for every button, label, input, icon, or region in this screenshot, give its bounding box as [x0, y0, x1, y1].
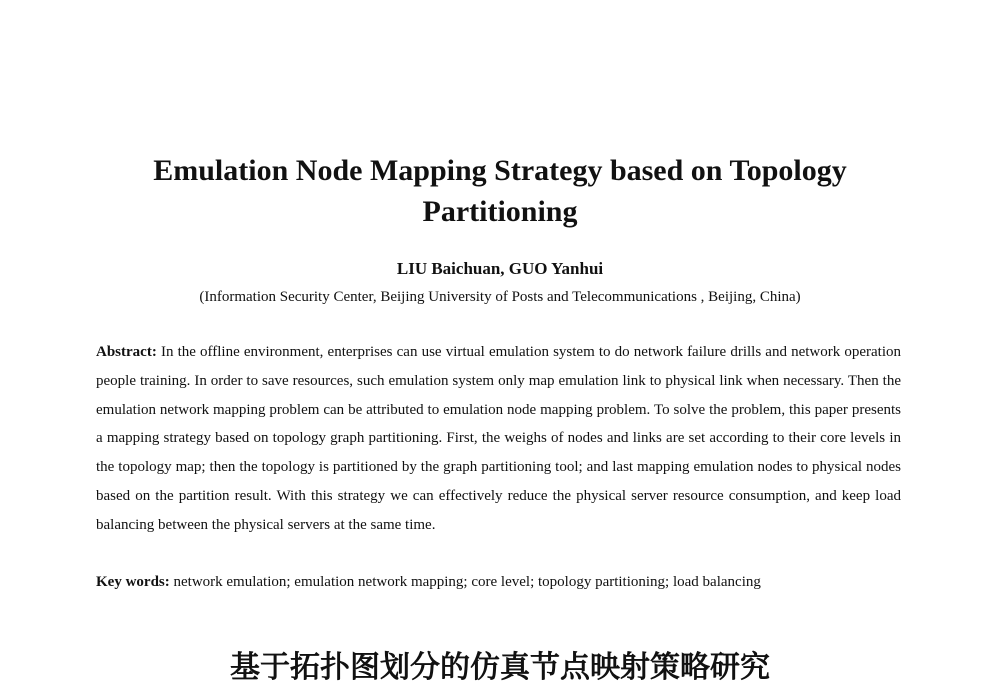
- paper-title: Emulation Node Mapping Strategy based on Topology Partitioning: [153, 154, 847, 228]
- abstract-label: Abstract:: [96, 344, 157, 360]
- keywords-text: network emulation; emulation network mapping; core level; topology partitioning; load balancing: [173, 574, 761, 590]
- abstract-paragraph: [96, 338, 901, 540]
- paper-authors: LIU Baichuan, GUO Yanhui: [396, 259, 604, 278]
- chinese-title: 基于拓扑图划分的仿真节点映射策略研究: [230, 651, 770, 684]
- paper-affiliation: (Information Security Center, Beijing University of Posts and Telecommunications , Beijing, China): [199, 289, 801, 305]
- abstract-text: In the offline environment, enterprises can use virtual emulation system to do network failure drills and network operation people training. In order to save resources, such emulation system only map emulation link to physical link when necessary. Then the emulation network mapping problem can be attributed to emulation node mapping problem. To solve the problem, this paper presents a mapping strategy based on topology graph partitioning. First, the weighs of nodes and links are set according to their core levels in the topology map; then the topology is partitioned by the graph partitioning tool; and last mapping emulation nodes to physical nodes based on the partition result. With this strategy we can effectively reduce the physical server resource consumption, and keep load balancing between the physical servers at the same time.: [96, 344, 901, 533]
- keywords-paragraph: [96, 568, 901, 596]
- keywords-label: Key words:: [96, 574, 170, 590]
